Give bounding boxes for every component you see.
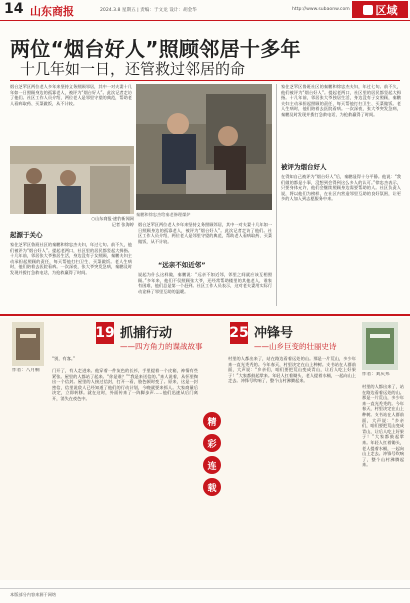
section-1-continued: 家住芝罘区鲁班社区的秦鹏和徐忠杰夫妇，年过七旬。前不久，他们被评为“烟台好人”。提起老两口，社区里的居民都竖起大拇指。十几年前，邻居张大爷独居生活，身边没有子女照顾，秦鹏夫妇主动承担起照顾的责任，每天帮他打扫卫生、买菜做饭。老人生病时，他们陪着去医院看病。一次深夜，张大爷突发急病，秦鹏及时发现并拨打急救电话，为抢救赢得了时间。 [281, 84, 401, 117]
section-1-heading: 起源于关心 [10, 231, 43, 239]
section-2-heading: “远亲不如近邻” [158, 261, 206, 269]
section-3-heading: 被评为烟台好人 [281, 163, 327, 171]
column-rule [276, 84, 277, 306]
serial-right-subtitle: ——山乡巨变的壮丽史诗 [254, 342, 337, 351]
section-2-body: 说起为什么这样做，秦鹏说：“远亲不如近邻，邻里之间就应该互相照顾。”多年来，他们不仅照顾张大爷，还经常帮助楼里的其他老人，谁家有困难，他们总是第一个赶到。社区工作人员表示，这对老夫妻用实际行动诠释了邻里互助的温暖。 [138, 272, 272, 294]
serial-left-number: 19 [96, 322, 114, 344]
seal-3: 连 [203, 456, 221, 474]
edition-meta: 2024.3.8 星期五 | 责编：于文龙 设计：胡金华 [100, 8, 197, 13]
section-tag [352, 1, 408, 18]
page-footer [0, 588, 410, 603]
newspaper-brand: 山东商报 [30, 5, 74, 18]
serial-left-cover [12, 322, 44, 366]
page-header [0, 0, 410, 21]
page-number: 14 [4, 1, 24, 17]
headline-divider [10, 80, 400, 81]
section-3-body: 在得知自己被评为“烟台好人”后，秦鹏显得十分平静。他说：“我们做的都是小事，没想到会得到这么多人的认可。”徐忠杰表示，只要身体允许，他们会继续照顾身边需要帮助的人。社区负责人说，将以他们为榜样，在社区内营造邻里互助的良好氛围，让更多的人加入到志愿服务中来。 [281, 174, 401, 202]
portrait-photo [10, 146, 134, 214]
serial-left-body: 门开了，有人走进来。他穿着一件灰色的长衫，手里提着一个皮箱，神情有些紧张。屋里的人都站了起来。“你是谁？”“我是来送信的。”来人说着，从怀里掏出一个信封。屋里的人接过信封，打开一看，脸色顿时变了。原来，这是一封密信，信里说敌人已经知道了他们的行动计划，今晚就要来抓人。大家商量后决定，立即转移。就在这时，外面传来了一阵脚步声……他们迅速从后门离开，消失在夜色中。 [52, 368, 198, 401]
photo-caption: 秦鹏和徐忠杰给秦老修理煤炉 [136, 212, 191, 217]
section-1-body: 家住芝罘区鲁班社区的秦鹏和徐忠杰夫妇，年过七旬。前不久，他们被评为“烟台好人”。提起老两口，社区里的居民都竖起大拇指。十几年前，邻居张大爷独居生活，身边没有子女照顾，秦鹏夫妇主动承担起照顾的责任，每天帮他打扫卫生、买菜做饭。老人生病时，他们陪着去医院看病。一次深夜，张大爷突发急病，秦鹏及时发现并拨打急救电话，为抢救赢得了时间。 [10, 242, 132, 275]
serial-left-intro: “别，有客。” [52, 356, 76, 361]
serial-right-header [230, 322, 337, 352]
seal-2: 彩 [203, 434, 221, 452]
section-1-tail: 烟台芝罘区两位老人多年来坚持义务照顾邻居，其中一对夫妻十几年如一日照顾身边的孤寡老人，被评为“烟台好人”。此次记者走访了他们。社区工作人员介绍，两位老人是邻里守望的典范，帮助老人看病取药、买菜做饭，从不计较。 [138, 222, 272, 244]
headline-subtitle: 十几年如一日，还管救过邻居的命 [20, 60, 246, 78]
serial-right-title: 冲锋号 [254, 326, 294, 341]
serial-right-body-side: 村里的人都出来了，站在路边看着远处的山。那是一片荒山，多少年来一直光秃秃的。今年春天，村里决定在山上种树。支书站在人群前面，大声说：“乡亲们，咱们要把荒山变成青山，让后人吃上好果子！”大家都鼓起掌来。年轻人扛着锄头，老人提着水桶，一起向山上走去。冲锋号吹响了，整个山村沸腾起来。 [362, 384, 404, 468]
serial-right-body: 村里的人都出来了，站在路边看着远处的山。那是一片荒山，多少年来一直光秃秃的。今年春天，村里决定在山上种树。支书站在人群前面，大声说：“乡亲们，咱们要把荒山变成青山，让后人吃上好果子！”大家都鼓起掌来。年轻人扛着锄头，老人提着水桶，一起向山上走去。冲锋号吹响了，整个山村沸腾起来。 [228, 356, 356, 384]
serial-left-header [96, 322, 203, 352]
main-photo [136, 84, 272, 210]
lead-text: 烟台芝罘区两位老人多年来坚持义务照顾邻居，其中一对夫妻十几年如一日照顾身边的孤寡老人，被评为“烟台好人”。此次记者走访了他们。社区工作人员介绍，两位老人是邻里守望的典范，帮助老人看病取药、买菜做饭，从不计较。 [10, 84, 132, 106]
seal-1: 精 [203, 412, 221, 430]
headline-title: 两位“烟台好人”照顾邻居十多年 [10, 37, 301, 61]
serial-left-title: 抓捕行动 [120, 326, 173, 341]
serial-right-cover [362, 322, 398, 370]
footer-text: 本版部分内容来源于网络 [10, 592, 57, 597]
serial-right-number: 25 [230, 322, 248, 344]
site-url[interactable]: http://www.subaonw.com [292, 7, 350, 12]
serial-left-author: 作者：八月桐 [12, 368, 40, 373]
seal-4: 载 [203, 478, 221, 496]
lead-byline: ○山东商报·速豹新闻网 记者 张海婷 [91, 216, 134, 227]
section-mark-icon [363, 5, 373, 15]
serial-left-subtitle: ——四方角力的谍战故事 [120, 342, 203, 351]
serial-divider [0, 314, 410, 316]
section-tag-label: 区域 [375, 3, 398, 17]
serial-right-author: 作者：刘庆邦 [362, 372, 390, 377]
